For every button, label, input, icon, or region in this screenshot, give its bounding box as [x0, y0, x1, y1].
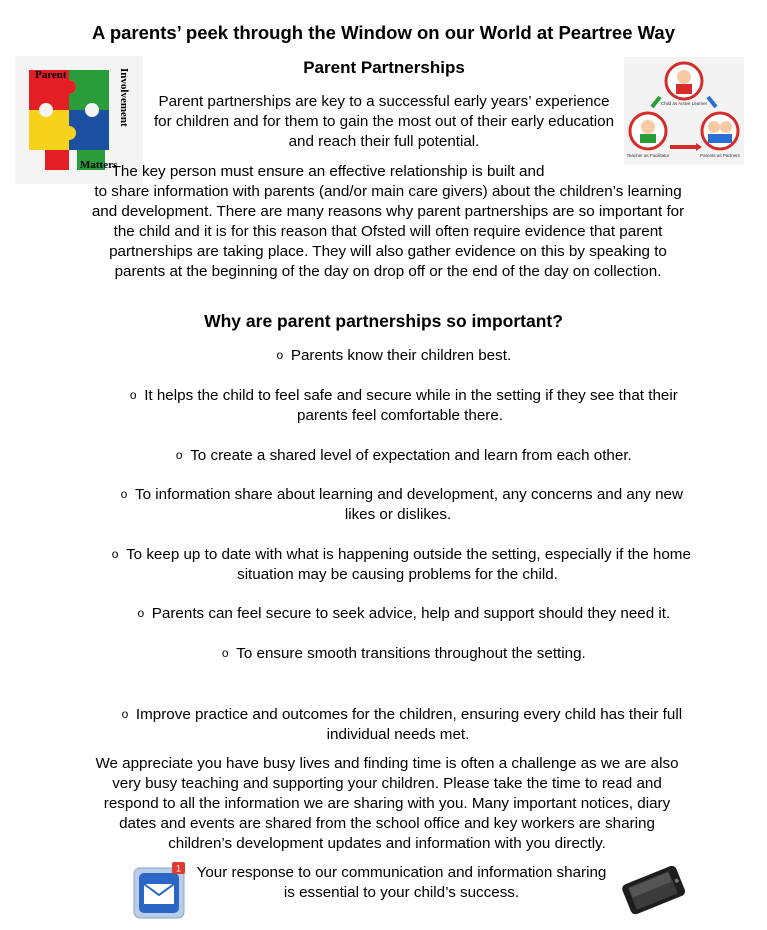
- list-item-text: Parents can feel secure to seek advice, help and support should they need it.: [151, 605, 671, 622]
- closing-paragraph: We appreciate you have busy lives and finding time is often a challenge as we are also very busy teaching and supporting your children. Please take the time to read and respond to all the information we are sharing with you. Many important notices, diary dates and events are shared from the school office and key workers are sharing children’s development updates and information with you directly.: [95, 755, 679, 852]
- list-item-text: To create a shared level of expectation and learn from each other.: [190, 447, 632, 464]
- list-item: [98, 704, 698, 745]
- bullet-marker: o: [137, 606, 145, 620]
- bullet-marker: o: [120, 487, 128, 501]
- key-person-paragraph: [90, 162, 686, 282]
- bullet-marker: o: [221, 646, 229, 660]
- svg-text:Teacher as Facilitator: Teacher as Facilitator: [626, 153, 670, 158]
- list-item: [190, 643, 610, 664]
- response-note: Your response to our communication and information sharing is essential to your child’s success.: [196, 864, 607, 901]
- list-item: [110, 385, 690, 426]
- partnership-cycle-image: [624, 57, 744, 165]
- page-title: A parents’ peek through the Window on our World at Peartree Way: [92, 22, 675, 43]
- list-item: [180, 345, 600, 366]
- list-item: [100, 603, 700, 624]
- list-item-text: Parents know their children best.: [290, 347, 512, 364]
- svg-text:Parents as Partners: Parents as Partners: [700, 153, 740, 158]
- svg-text:Parent: Parent: [35, 69, 67, 81]
- svg-text:Matters: Matters: [80, 159, 118, 171]
- bullet-marker: o: [129, 388, 137, 402]
- list-item-text: To information share about learning and development, any concerns and any new likes or dislikes.: [135, 486, 683, 523]
- svg-text:1: 1: [175, 863, 182, 874]
- list-item-text: To ensure smooth transitions throughout the setting.: [236, 645, 586, 662]
- intro-paragraph: Parent partnerships are key to a successful early years’ experience for children and for them to gain the most out of their early education and reach their full potential.: [153, 93, 615, 150]
- list-item: [95, 544, 700, 585]
- svg-text:Child as Active Learner: Child as Active Learner: [660, 101, 708, 106]
- list-item: [98, 484, 698, 525]
- bullet-marker: o: [175, 448, 183, 462]
- key-person-line-1: The key person must ensure an effective relationship is built and: [111, 163, 545, 180]
- svg-text:Involvement: Involvement: [118, 68, 130, 127]
- key-person-rest: to share information with parents (and/or main care givers) about the children’s learning and development. There are many reasons why parent partnerships are so important for the child and it is for this reason that Ofsted will often require evidence that parent partnerships are taking place. They will also gather evidence on this by speaking to parents at the beginning of the day on drop off or the end of the day on collection.: [91, 183, 685, 280]
- section-heading: Why are parent partnerships so important?: [204, 311, 563, 331]
- bullet-marker: o: [111, 547, 119, 561]
- list-item-text: Improve practice and outcomes for the children, ensuring every child has their full individual needs met.: [135, 706, 683, 743]
- list-item: [140, 445, 660, 466]
- bullet-marker: o: [276, 348, 284, 362]
- phone-icon: [617, 866, 691, 916]
- list-item-text: It helps the child to feel safe and secure while in the setting if they see that their parents feel comfortable there.: [144, 387, 678, 424]
- list-item-text: To keep up to date with what is happening outside the setting, especially if the home situation may be causing problems for the child.: [126, 546, 691, 583]
- mail-icon: [132, 862, 187, 920]
- bullet-marker: o: [121, 707, 129, 721]
- section-title: Parent Partnerships: [303, 58, 465, 77]
